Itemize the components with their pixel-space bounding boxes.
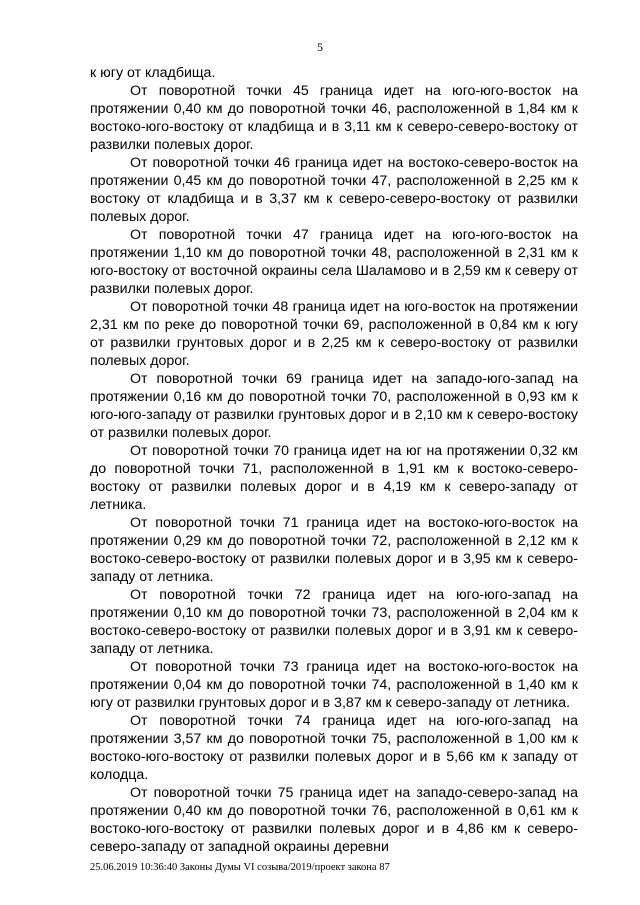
paragraph-point-70: От поворотной точки 70 граница идет на юг на протяжении 0,32 км до поворотной точки 71, расположенной в 1,91 км к востоко-северо-востоку от развилки полевых дорог и в 4,19 км к северо-западу от летника. <box>90 443 578 513</box>
paragraph-point-46: От поворотной точки 46 граница идет на востоко-северо-восток на протяжении 0,45 км до поворотной точки 47, расположенной в 2,25 км к востоку от кладбища и в 3,37 км к северо-северо-востоку от развилки полевых дорог. <box>90 155 578 225</box>
paragraph-point-47: От поворотной точки 47 граница идет на юго-юго-восток на протяжении 1,10 км до поворотной точки 48, расположенной в 2,31 км к юго-востоку от восточной окраины села Шаламово и в 2,59 км к северу от развилки полевых дорог. <box>90 227 578 297</box>
paragraph-point-74: От поворотной точки 74 граница идет на юго-юго-запад на протяжении 3,57 км до поворотной точки 75, расположенной в 1,00 км к востоко-юго-востоку от развилки полевых дорог и в 5,66 км к западу от колодца. <box>90 713 578 783</box>
paragraph-point-75: От поворотной точки 75 граница идет на западо-северо-запад на протяжении 0,40 км до поворотной точки 76, расположенной в 0,61 км к востоко-юго-востоку от развилки полевых дорог и в 4,86 км к северо-северо-западу от западной окраины деревни <box>90 785 578 855</box>
paragraph-point-73: От поворотной точки 73 граница идет на востоко-юго-восток на протяжении 0,04 км до поворотной точки 74, расположенной в 1,40 км к югу от развилки грунтовых дорог и в 3,87 км к северо-западу от летника. <box>90 659 578 711</box>
paragraph-point-71: От поворотной точки 71 граница идет на востоко-юго-восток на протяжении 0,29 км до поворотной точки 72, расположенной в 2,12 км к востоко-северо-востоку от развилки полевых дорог и в 3,95 км к северо-западу от летника. <box>90 515 578 585</box>
paragraph-point-48: От поворотной точки 48 граница идет на юго-восток на протяжении 2,31 км по реке до поворотной точки 69, расположенной в 0,84 км к югу от развилки грунтовых дорог и в 2,25 км к северо-востоку от развилки полевых дорог. <box>90 299 578 369</box>
paragraph-point-45: От поворотной точки 45 граница идет на юго-юго-восток на протяжении 0,40 км до поворотной точки 46, расположенной в 1,84 км к востоко-юго-востоку от кладбища и в 3,11 км к северо-северо-востоку от развилки полевых дорог. <box>90 83 578 153</box>
paragraph-point-72: От поворотной точки 72 граница идет на юго-юго-запад на протяжении 0,10 км до поворотной точки 73, расположенной в 2,04 км к востоко-северо-востоку от развилки полевых дорог и в 3,91 км к северо-западу от летника. <box>90 587 578 657</box>
paragraph-point-69: От поворотной точки 69 граница идет на западо-юго-запад на протяжении 0,16 км до поворотной точки 70, расположенной в 0,93 км к юго-юго-западу от развилки грунтовых дорог и в 2,10 км к северо-востоку от развилки полевых дорог. <box>90 371 578 441</box>
document-footer: 25.06.2019 10:36:40 Законы Думы VI созыва/2019/проект закона 87 <box>90 862 390 873</box>
page-number: 5 <box>317 40 323 54</box>
paragraph-continuation: к югу от кладбища. <box>90 65 216 81</box>
document-body <box>90 64 578 856</box>
